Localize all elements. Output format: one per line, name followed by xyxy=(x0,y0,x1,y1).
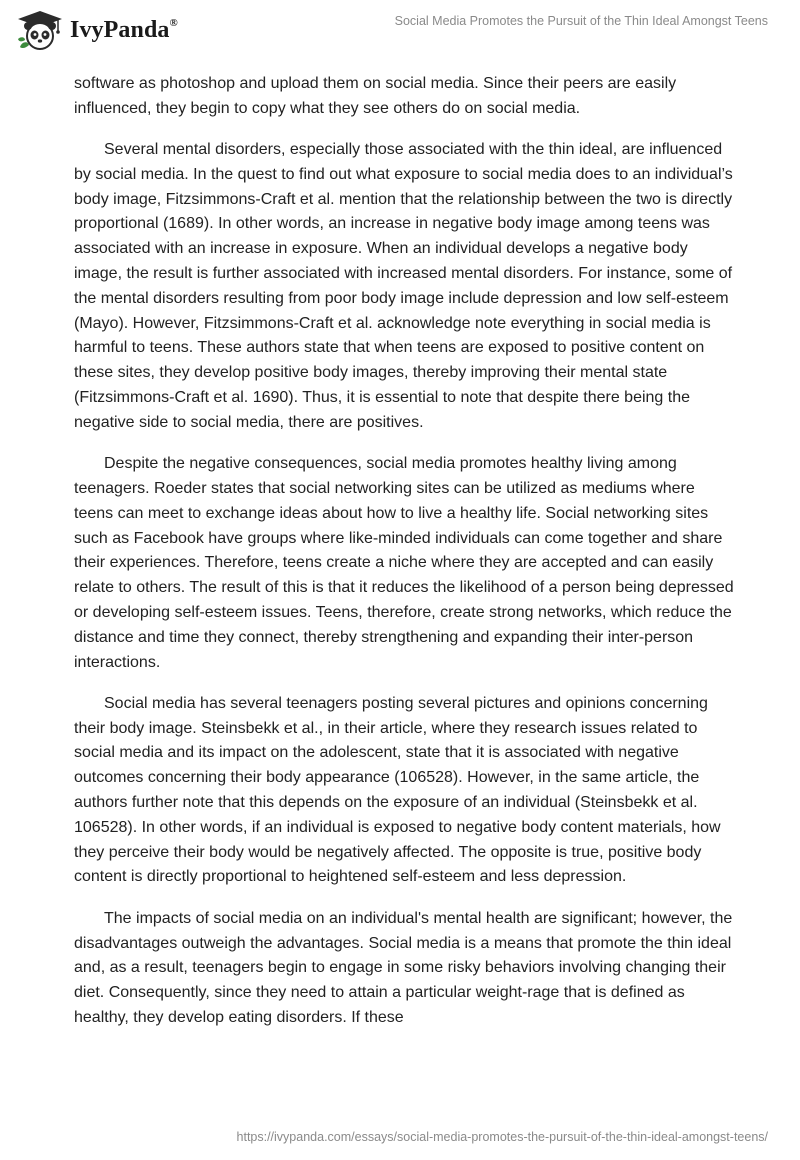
paragraph: Social media has several teenagers posting several pictures and opinions concerning their body image. Steinsbekk et al., in their article, where they research issues related to social media and its impact on the adolescent, state that it is associated with negative outcomes concerning their body appearance (106528). However, in the same article, the authors further note that this depends on the exposure of an individual (Steinsbekk et al. 106528). In other words, if an individual is exposed to negative body content materials, how they perceive their body would be negatively affected. The opposite is true, positive body content is directly proportional to heightened self-esteem and less depression. xyxy=(74,694,721,886)
brand-name xyxy=(70,17,178,44)
registered-mark: ® xyxy=(169,16,178,29)
source-url[interactable]: https://ivypanda.com/essays/social-media-promotes-the-pursuit-of-the-thin-ideal-amongst-teens/ xyxy=(236,1130,768,1144)
ivypanda-logo[interactable] xyxy=(16,9,178,51)
paragraph: Several mental disorders, especially those associated with the thin ideal, are influenced by social media. In the quest to find out what exposure to social media does to an individual’s body image, Fitzsimmons-Craft et al. mention that the relationship between the two is directly proportional (1689). In other words, an increase in negative body image among teens was associated with an increase in exposure. When an individual develops a negative body image, the result is further associated with increased mental disorders. For instance, some of the mental disorders resulting from poor body image include depression and low self-esteem (Mayo). However, Fitzsimmons-Craft et al. acknowledge note everything in social media is harmful to teens. These authors state that when teens are exposed to positive content on these sites, they develop positive body images, thereby improving their mental state (Fitzsimmons-Craft et al. 1690). Thus, it is essential to note that despite there being the negative side to social media, there are positives. xyxy=(74,141,733,431)
paragraph: Despite the negative consequences, social media promotes healthy living among teenagers. Roeder states that social networking sites can be utilized as mediums where teens can meet to exchange ideas about how to live a healthy life. Social networking sites such as Facebook have groups where like-minded individuals can come together and share their experiences. Therefore, teens create a niche where they are accepted and can easily relate to others. The result of this is that it reduces the likelihood of a person being depressed or developing self-esteem issues. Teens, therefore, create strong networks, which reduce the distance and time they connect, thereby strengthening and expanding their inter-person interactions. xyxy=(74,455,734,671)
essay-body xyxy=(74,72,734,1047)
brand-text: IvyPanda xyxy=(70,16,170,43)
paragraph: software as photoshop and upload them on social media. Since their peers are easily influenced, they begin to copy what they see others do on social media. xyxy=(74,75,677,117)
page-header xyxy=(0,0,800,60)
document-title: Social Media Promotes the Pursuit of the Thin Ideal Amongst Teens xyxy=(394,14,768,28)
panda-logo-icon xyxy=(16,9,64,51)
paragraph: The impacts of social media on an individual's mental health are significant; however, the disadvantages outweigh the advantages. Social media is a means that promote the thin ideal and, as a result, teenagers begin to engage in some risky behaviors involving changing their diet. Consequently, since they need to attain a particular weight-rage that is defined as healthy, they develop eating disorders. If these xyxy=(74,909,733,1026)
